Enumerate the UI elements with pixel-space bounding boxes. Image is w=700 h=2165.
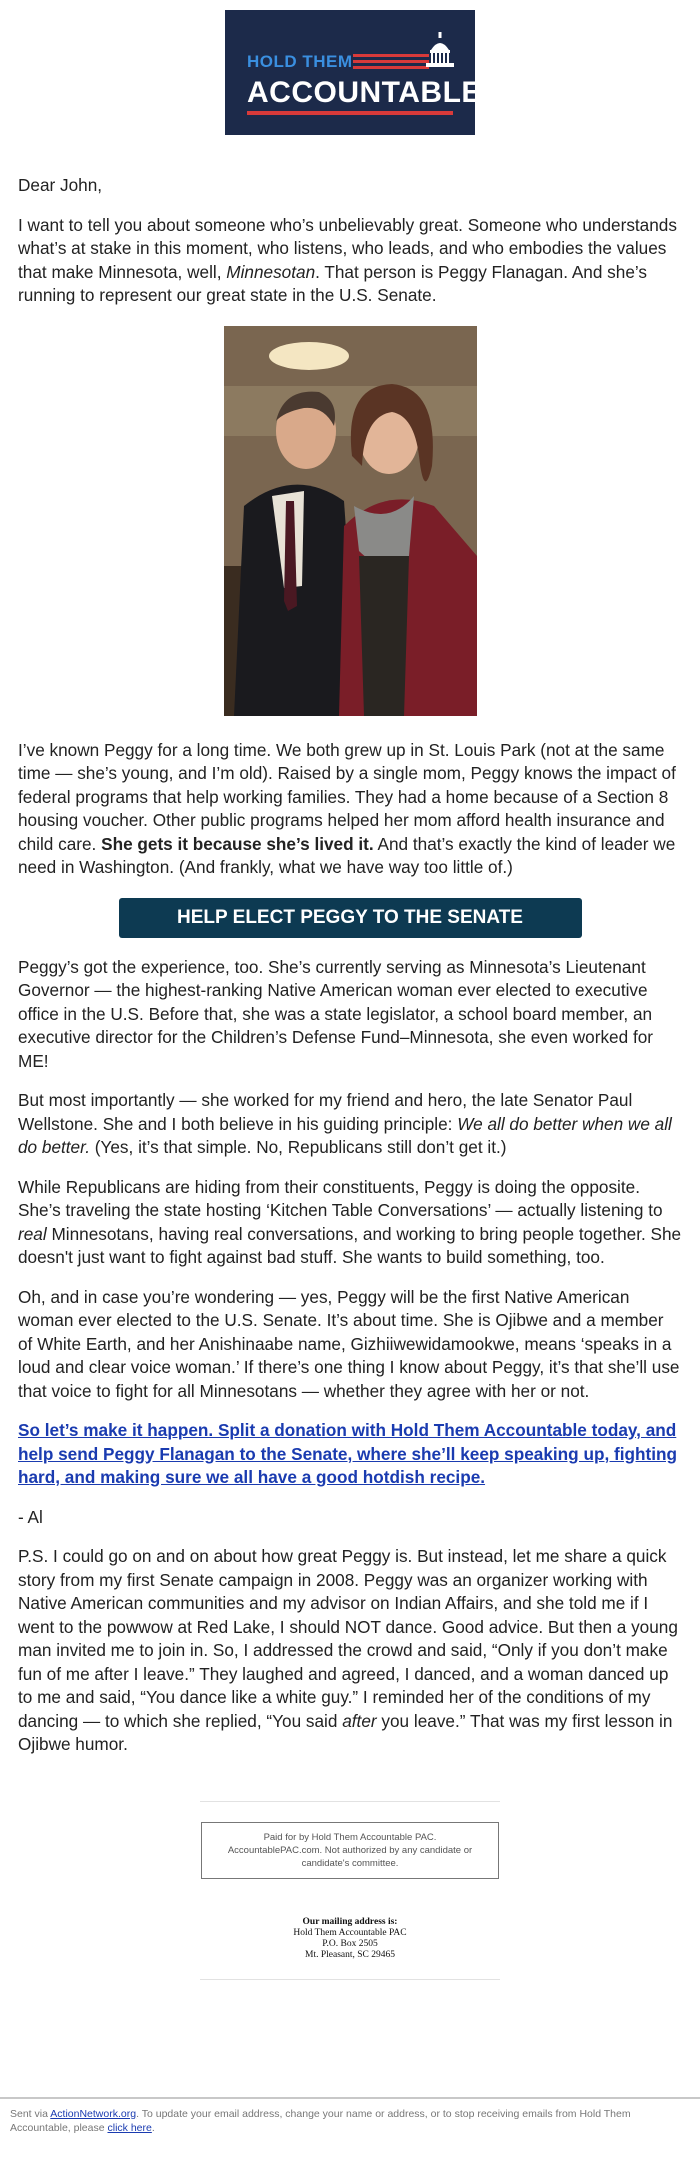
sent-via-notice: Sent via ActionNetwork.org. To update your email address, change your name or address, or to stop receiving emails from Hold Them Accountable, please click here. [10,2108,631,2134]
ps-paragraph: P.S. I could go on and on about how great Peggy is. But instead, let me share a quick story from my first Senate campaign in 2008. Peggy was an organizer working with Native American communities and my advisor on Indian Affairs, and she told me if I went to the powwow at Red Lake, I should NOT dance. Good advice. But then a young man invited me to join in. So, I addressed the crowd and said, “Only if you don’t make fun of me after I leave.” They laughed and agreed, I danced, and a woman danced up to me and said, “You dance like a white guy.” I reminded her of the conditions of my dancing — to which she replied, “You said after you leave.” That was my first lesson in Ojibwe humor. [18,1546,678,1754]
photo-illustration [224,326,477,716]
hold-them-accountable-logo[interactable] [225,10,482,135]
mailing-po-box: P.O. Box 2505 [322,1938,378,1949]
signoff: - Al [18,1506,43,1527]
intro-paragraph: I want to tell you about someone who’s unbelievably great. Someone who understands what’s at stake in this moment, who listens, who leads, and who embodies the values that make Minnesota, well, Minnesotan. That person is Peggy Flanagan. And she’s running to represent our great state in the U.S. Senate. [18,214,677,305]
logo-underline [247,111,453,115]
help-elect-peggy-button[interactable]: HELP ELECT PEGGY TO THE SENATE [119,898,582,938]
photo-container [18,326,682,721]
click-here-link[interactable]: click here [107,2122,152,2134]
actionnetwork-link[interactable]: ActionNetwork.org [50,2108,137,2120]
wellstone-paragraph: But most importantly — she worked for my friend and hero, the late Senator Paul Wellstone. She and I both believe in his guiding principle: We all do better when we all do better. (Yes, it’s that simple. No, Republicans still don’t get it.) [18,1090,672,1157]
footer [0,1801,700,1980]
footer-divider [200,1801,500,1802]
header [0,0,700,140]
greeting: Dear John, [18,175,103,195]
logo-line2: ACCOUNTABLE [247,76,482,109]
cta-container [18,898,682,938]
mailing-name: Hold Them Accountable PAC [293,1927,407,1938]
kitchen-table-paragraph: While Republicans are hiding from their constituents, Peggy is doing the opposite. She’s traveling the state hosting ‘Kitchen Table Conversations’ — actually listening to real Minnesotans, having real conversations, and working to bring people together. She doesn't just want to fight against bad stuff. She wants to build something, too. [18,1176,682,1267]
footer-divider-bottom [200,1979,500,1980]
sent-separator [0,2097,700,2099]
paid-line-1: Paid for by Hold Them Accountable PAC. [263,1831,437,1843]
donate-paragraph [18,1419,682,1490]
mailing-label: Our mailing address is: [302,1916,398,1927]
background-paragraph: I’ve known Peggy for a long time. We both grew up in St. Louis Park (not at the same time — she’s young, and I’m old). Raised by a single mom, Peggy knows the impact of federal programs that help working families. They had a home because of a Section 8 housing voucher. Other public programs helped her mom afford health insurance and child care. She gets it because she’s lived it. And that’s exactly the kind of leader we need in Washington. (And frankly, what we have way too little of.) [18,739,676,877]
logo-line1: HOLD THEM [247,52,353,71]
photo-of-two-people [224,326,477,716]
paid-line-2: AccountablePAC.com. Not authorized by any candidate or [227,1844,473,1856]
mailing-city: Mt. Pleasant, SC 29465 [305,1949,395,1960]
capitol-icon [423,32,457,72]
experience-paragraph: Peggy’s got the experience, too. She’s currently serving as Minnesota’s Lieutenant Governor — the highest-ranking Native American woman ever elected to executive office in the U.S. Before that, she was a state legislator, a school board member, an executive director for the Children’s Defense Fund–Minnesota, she even worked for ME! [18,956,654,1071]
paid-for-box [201,1822,499,1879]
email-body [0,174,700,1757]
first-native-american-paragraph: Oh, and in case you’re wondering — yes, Peggy will be the first Native American woman ever elected to the U.S. Senate. It’s about time. She is Ojibwe and a member of White Earth, and her Anishinaabe name, Gizhiiwewidamookwe, means ‘speaks in a loud and clear voice woman.’ If there’s one thing I know about Peggy, it’s that she’ll use that voice to fight for all Minnesotans — whether they agree with her or not. [18,1286,680,1401]
logo-stripes [353,54,429,72]
donate-link[interactable]: So let’s make it happen. Split a donation with Hold Them Accountable today, and help send Peggy Flanagan to the Senate, where she’ll keep speaking up, fighting hard, and making sure we all have a good hotdish recipe. [18,1420,677,1487]
mailing-address [0,1917,700,1961]
paid-line-3: candidate's committee. [301,1857,399,1869]
